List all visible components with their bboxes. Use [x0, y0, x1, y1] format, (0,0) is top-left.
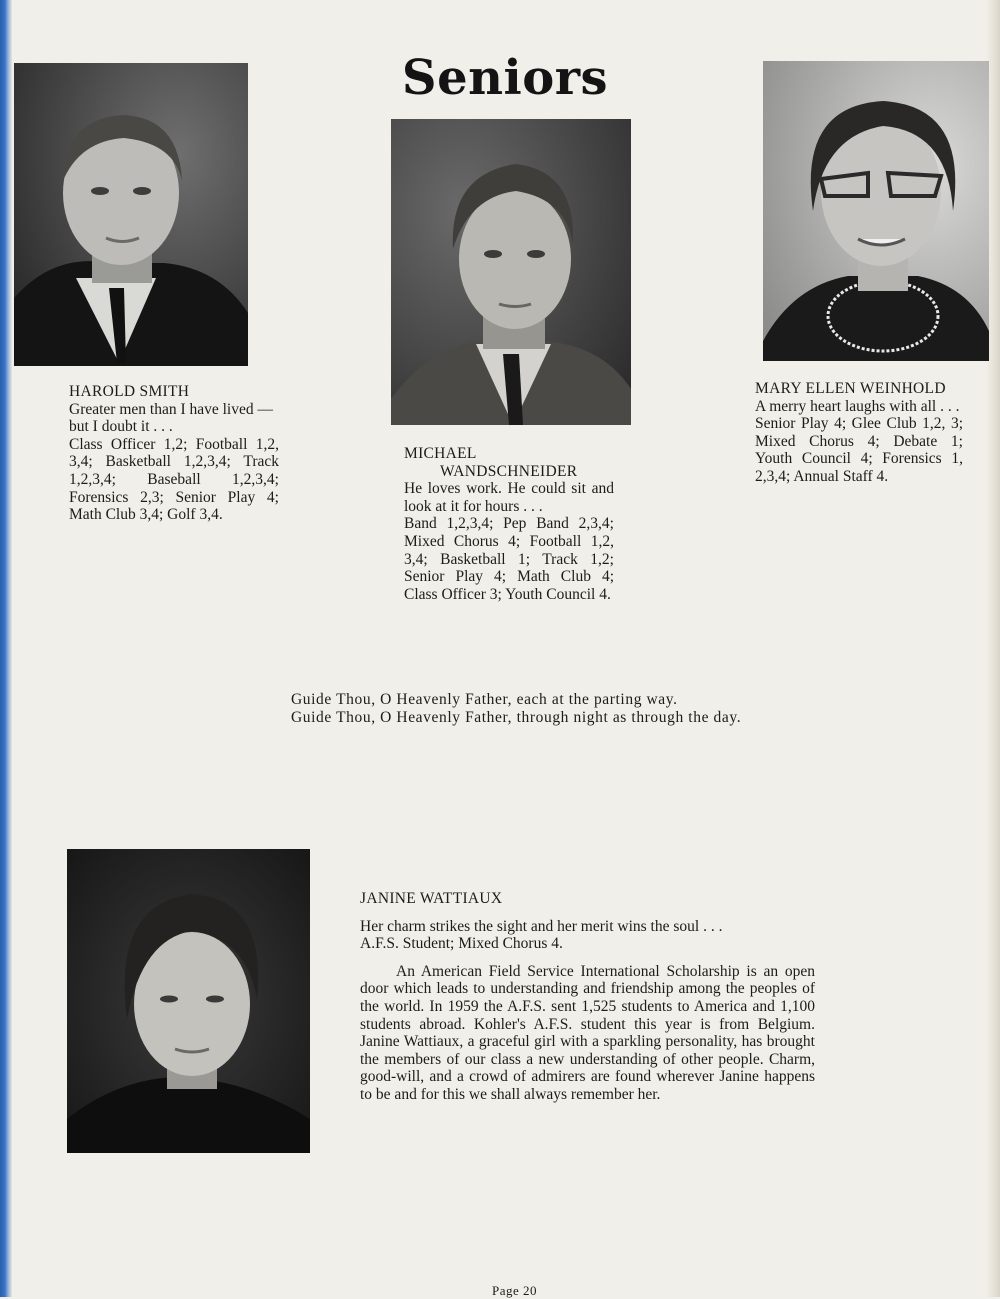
- portrait-michael-wandschneider: [391, 119, 631, 425]
- portrait-janine-wattiaux: [67, 849, 310, 1153]
- student-name: HAROLD SMITH: [69, 383, 190, 400]
- student-activities: Senior Play 4; Glee Club 1,2, 3; Mixed Chorus 4; Debate 1; Youth Council 4; Forensics 1, 2,3,4; Annual Staff 4.: [755, 415, 963, 485]
- verse: [291, 691, 741, 727]
- student-quote: He loves work. He could sit and look at it for hours . . .: [404, 480, 614, 515]
- student-activities: Class Officer 1,2; Football 1,2, 3,4; Basketball 1,2,3,4; Track 1,2,3,4; Baseball 1,2,3,4; Forensics 2,3; Senior Play 4; Math Club 3,4; Golf 3,4.: [69, 435, 279, 524]
- binding-edge: [0, 0, 12, 1297]
- student-quote: Her charm strikes the sight and her merit wins the soul . . .: [360, 917, 723, 935]
- student-quote: Greater men than I have lived —but I doubt it . . .: [69, 400, 273, 436]
- student-activities: Band 1,2,3,4; Pep Band 2,3,4; Mixed Chorus 4; Football 1,2, 3,4; Basketball 1; Track 1,2; Senior Play 4; Math Club 4; Class Officer 3; Youth Council 4.: [404, 515, 614, 603]
- portrait-harold-smith: [14, 63, 248, 366]
- student-activities: A.F.S. Student; Mixed Chorus 4.: [360, 935, 563, 953]
- student-block-janine-wattiaux: [360, 890, 815, 1104]
- verse-line: Guide Thou, O Heavenly Father, through night as through the day.: [291, 709, 742, 726]
- page-title: Seniors: [401, 50, 609, 106]
- page-number: Page 20: [492, 1283, 538, 1298]
- student-name-first: MICHAEL: [404, 445, 477, 462]
- verse-line: Guide Thou, O Heavenly Father, each at the parting way.: [291, 691, 678, 708]
- student-block-mary-ellen-weinhold: [755, 380, 963, 486]
- student-name: MARY ELLEN WEINHOLD: [755, 380, 946, 397]
- student-block-michael-wandschneider: [404, 445, 614, 603]
- student-name-last: WANDSCHNEIDER: [440, 462, 578, 480]
- student-quote: A merry heart laughs with all . . .: [755, 397, 960, 415]
- afs-paragraph: An American Field Service International Scholarship is an open door which leads to understanding and friendship among the peoples of the world. In 1959 the A.F.S. sent 1,525 students to America and 1,100 students abroad. Kohler's A.F.S. student this year is from Belgium. Janine Wattiaux, a graceful girl with a sparkling personality, has brought the members of our class a new understanding of other people. Charm, good-will, and a crowd of admirers are found wherever Janine happens to be and for this we shall always remember her.: [360, 962, 815, 1103]
- portrait-mary-ellen-weinhold: [763, 61, 989, 361]
- student-block-harold-smith: [69, 383, 279, 524]
- student-name: JANINE WATTIAUX: [360, 890, 503, 907]
